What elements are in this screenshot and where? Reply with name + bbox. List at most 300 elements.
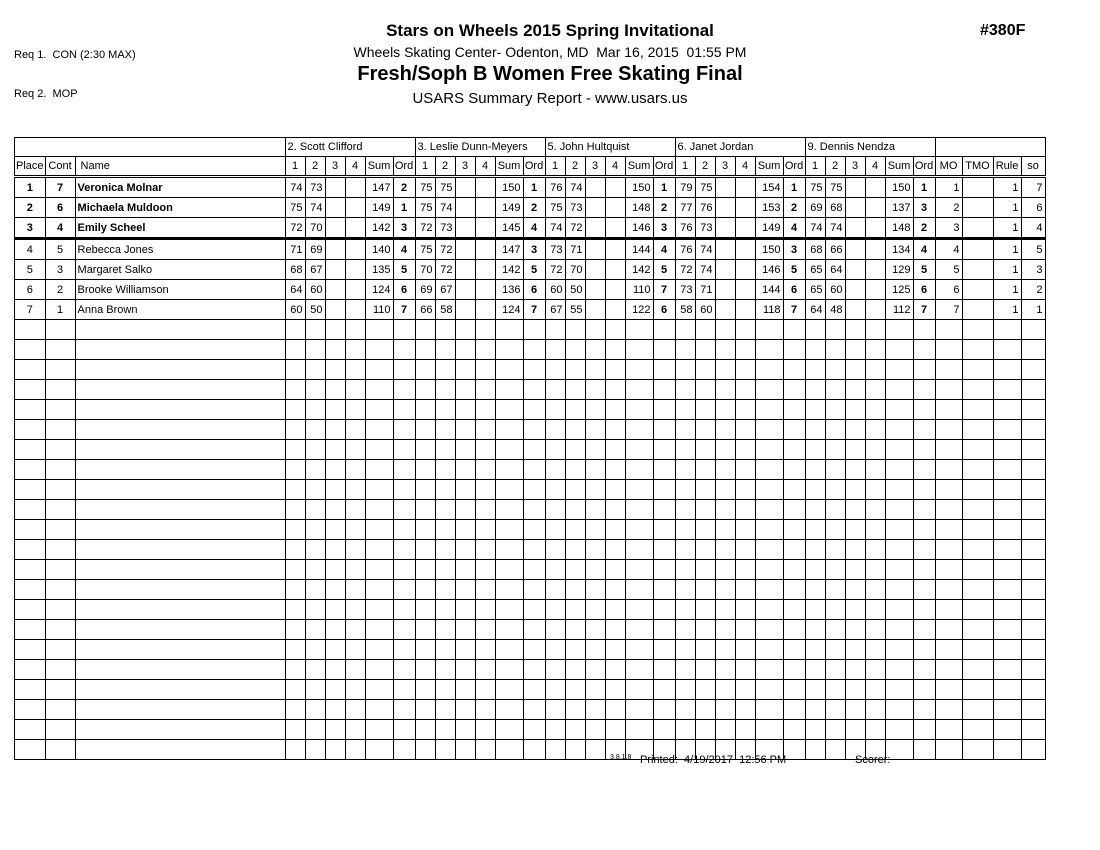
score-cell [285,740,305,760]
score-cell [735,680,755,700]
score-cell [605,680,625,700]
cont-cell [45,720,75,740]
col-header-judge4-2: 2 [695,157,715,177]
skater-name-cell [75,580,285,600]
rule-cell [993,720,1021,740]
score-cell [325,460,345,480]
score-cell [565,480,585,500]
score-cell [495,500,523,520]
score-cell [285,620,305,640]
score-cell [455,560,475,580]
score-cell [695,400,715,420]
skater-name-cell [75,740,285,760]
empty-row [15,600,1046,620]
col-header-judge1-sum: Sum [365,157,393,177]
score-cell [325,720,345,740]
tmo-cell [962,700,993,720]
score-cell [475,740,495,760]
col-header-judge5-4: 4 [865,157,885,177]
skater-name-cell: Veronica Molnar [75,177,285,198]
score-cell [455,360,475,380]
score-cell [715,600,735,620]
score-cell [455,740,475,760]
mo-cell: 5 [935,260,962,280]
mo-cell [935,520,962,540]
score-cell [885,720,913,740]
score-cell [605,640,625,660]
column-header-row [15,157,1046,177]
score-cell [415,560,435,580]
score-cell [325,239,345,260]
ordinal-cell: 6 [393,280,415,300]
ordinal-cell [653,320,675,340]
ordinal-cell [393,720,415,740]
ordinal-cell: 2 [913,218,935,239]
score-cell [585,560,605,580]
ordinal-cell [523,420,545,440]
score-cell [325,700,345,720]
ordinal-cell [783,660,805,680]
score-cell [585,380,605,400]
score-cell [605,260,625,280]
score-cell: 67 [305,260,325,280]
score-cell [545,400,565,420]
score-cell [565,580,585,600]
score-cell [885,660,913,680]
col-header-judge3-2: 2 [565,157,585,177]
ordinal-cell [653,500,675,520]
score-cell [565,460,585,480]
score-cell [695,380,715,400]
mo-cell [935,660,962,680]
score-cell [585,198,605,218]
sum-cell: 154 [755,177,783,198]
score-cell: 76 [675,239,695,260]
score-cell [475,680,495,700]
score-cell [845,260,865,280]
score-cell [585,280,605,300]
score-cell [545,340,565,360]
score-cell [455,218,475,239]
score-cell [845,720,865,740]
score-cell [585,218,605,239]
score-cell [545,460,565,480]
score-cell [805,700,825,720]
score-cell [825,400,845,420]
skater-name-cell: Brooke Williamson [75,280,285,300]
skater-name-cell [75,460,285,480]
score-cell [755,560,783,580]
score-cell [735,380,755,400]
ordinal-cell [653,380,675,400]
score-cell: 55 [565,300,585,320]
cont-cell [45,540,75,560]
score-cell [345,640,365,660]
score-cell [365,440,393,460]
cont-cell [45,560,75,580]
score-cell [285,440,305,460]
score-cell [345,460,365,480]
skater-name-cell: Emily Scheel [75,218,285,239]
score-cell [325,680,345,700]
skater-name-cell [75,680,285,700]
score-cell [805,680,825,700]
score-cell [565,560,585,580]
score-cell: 75 [545,198,565,218]
ordinal-cell [653,340,675,360]
score-cell [755,500,783,520]
rule-cell: 1 [993,177,1021,198]
ordinal-cell [913,380,935,400]
rule-cell [993,640,1021,660]
score-cell [735,239,755,260]
score-cell [345,440,365,460]
score-cell [605,340,625,360]
score-cell [305,560,325,580]
score-cell [865,400,885,420]
score-cell [345,360,365,380]
ordinal-cell: 1 [393,198,415,218]
sum-cell: 146 [625,218,653,239]
score-cell [435,720,455,740]
skater-name-cell [75,480,285,500]
score-cell [695,360,715,380]
score-cell [455,320,475,340]
ordinal-cell [523,600,545,620]
score-cell [325,280,345,300]
score-cell [475,239,495,260]
mo-cell [935,360,962,380]
score-cell [365,500,393,520]
ordinal-cell [653,440,675,460]
ordinal-cell [783,580,805,600]
ordinal-cell [783,560,805,580]
tmo-cell [962,218,993,239]
score-cell [825,620,845,640]
sum-cell: 134 [885,239,913,260]
score-cell [585,340,605,360]
score-cell [845,320,865,340]
empty-row [15,420,1046,440]
score-cell [885,600,913,620]
score-cell [735,700,755,720]
cont-cell [45,600,75,620]
score-cell [545,680,565,700]
score-cell [675,720,695,740]
tmo-cell [962,260,993,280]
score-cell: 73 [545,239,565,260]
ordinal-cell: 5 [393,260,415,280]
score-cell [415,740,435,760]
score-cell [735,218,755,239]
score-cell [475,520,495,540]
score-cell [475,480,495,500]
score-cell [805,420,825,440]
score-cell: 74 [305,198,325,218]
score-cell [325,320,345,340]
score-cell [715,560,735,580]
score-cell [865,540,885,560]
cont-cell: 6 [45,198,75,218]
score-cell [435,400,455,420]
so-cell [1021,360,1045,380]
score-cell [715,720,735,740]
sum-cell: 144 [625,239,653,260]
score-cell [885,440,913,460]
score-cell [825,680,845,700]
ordinal-cell [913,700,935,720]
skater-name-cell [75,620,285,640]
score-cell [565,440,585,460]
ordinal-cell [783,540,805,560]
score-cell [695,500,715,520]
score-cell [495,740,523,760]
score-cell [435,620,455,640]
score-cell [455,500,475,520]
score-cell [845,500,865,520]
so-cell [1021,740,1045,760]
ordinal-cell [653,640,675,660]
score-cell [695,720,715,740]
place-cell [15,360,46,380]
score-cell: 70 [415,260,435,280]
score-cell [865,480,885,500]
score-cell [735,420,755,440]
skater-name-cell: Rebecca Jones [75,239,285,260]
score-cell [715,300,735,320]
score-cell [695,520,715,540]
score-cell [455,440,475,460]
score-cell [675,360,695,380]
so-cell: 1 [1021,300,1045,320]
rule-cell [993,440,1021,460]
score-cell [585,500,605,520]
score-cell [715,620,735,640]
score-cell [695,440,715,460]
ordinal-cell [393,560,415,580]
score-cell [625,600,653,620]
score-cell [805,320,825,340]
score-cell [325,580,345,600]
score-cell [345,580,365,600]
place-cell [15,520,46,540]
score-cell [735,520,755,540]
so-cell: 6 [1021,198,1045,218]
col-header-judge3-sum: Sum [625,157,653,177]
score-cell [755,720,783,740]
score-cell [715,640,735,660]
score-cell [365,600,393,620]
mo-cell [935,320,962,340]
score-cell [305,540,325,560]
score-cell: 66 [825,239,845,260]
tmo-cell [962,720,993,740]
score-cell [545,480,565,500]
event-title: Fresh/Soph B Women Free Skating Final [357,63,743,85]
ordinal-cell: 3 [653,218,675,239]
ordinal-cell: 6 [913,280,935,300]
score-cell [735,260,755,280]
ordinal-cell [913,580,935,600]
score-cell [865,600,885,620]
score-cell [415,720,435,740]
score-cell [345,260,365,280]
score-cell [495,440,523,460]
judge-header: 5. John Hultquist [545,138,675,157]
score-cell [415,660,435,680]
score-cell [475,280,495,300]
sum-cell: 124 [495,300,523,320]
tmo-cell [962,440,993,460]
score-cell [305,480,325,500]
ordinal-cell [393,600,415,620]
score-cell [585,540,605,560]
tmo-cell [962,600,993,620]
score-cell: 68 [285,260,305,280]
score-cell [345,500,365,520]
score-cell [865,560,885,580]
score-cell [285,700,305,720]
place-cell: 5 [15,260,46,280]
mo-cell: 7 [935,300,962,320]
score-cell [885,480,913,500]
so-cell [1021,440,1045,460]
ordinal-cell [913,420,935,440]
cont-cell [45,440,75,460]
score-cell [845,620,865,640]
ordinal-cell [393,620,415,640]
score-cell [585,580,605,600]
score-cell [675,320,695,340]
col-header-judge4-1: 1 [675,157,695,177]
score-cell [285,500,305,520]
empty-row [15,720,1046,740]
rule-cell [993,480,1021,500]
place-cell [15,320,46,340]
score-cell [715,400,735,420]
sum-cell: 149 [495,198,523,218]
score-cell [475,600,495,620]
score-cell [455,480,475,500]
ordinal-cell [393,660,415,680]
score-cell: 73 [695,218,715,239]
score-cell [585,680,605,700]
score-cell [545,520,565,540]
score-cell [325,660,345,680]
score-cell [845,700,865,720]
score-cell: 60 [695,300,715,320]
score-cell [755,440,783,460]
rule-cell: 1 [993,260,1021,280]
ordinal-cell: 6 [783,280,805,300]
score-cell: 79 [675,177,695,198]
empty-row [15,700,1046,720]
rule-cell [993,620,1021,640]
score-cell: 74 [825,218,845,239]
score-cell [695,580,715,600]
score-cell [325,400,345,420]
score-cell [825,380,845,400]
score-cell [885,500,913,520]
mo-cell [935,480,962,500]
req-line-1: Req 1. CON (2:30 MAX) [14,49,136,61]
ordinal-cell [913,440,935,460]
ordinal-cell [393,680,415,700]
score-cell [475,380,495,400]
so-cell [1021,320,1045,340]
score-cell [695,420,715,440]
score-cell [605,540,625,560]
score-cell [675,380,695,400]
col-header-judge5-3: 3 [845,157,865,177]
score-cell [415,400,435,420]
score-cell [475,720,495,740]
score-cell [325,198,345,218]
mo-cell: 1 [935,177,962,198]
score-cell [805,360,825,380]
mo-cell [935,600,962,620]
ordinal-cell [393,360,415,380]
score-cell: 71 [565,239,585,260]
place-cell: 3 [15,218,46,239]
ordinal-cell [523,400,545,420]
score-cell [475,580,495,600]
empty-row [15,640,1046,660]
score-cell [455,420,475,440]
cont-cell [45,520,75,540]
score-cell [435,600,455,620]
score-cell [825,440,845,460]
score-cell [475,198,495,218]
cont-cell [45,320,75,340]
score-cell [455,580,475,600]
score-cell [285,400,305,420]
score-cell [715,260,735,280]
mo-cell [935,340,962,360]
ordinal-cell: 7 [653,280,675,300]
score-cell [675,680,695,700]
col-header-tmo: TMO [962,157,993,177]
cont-cell [45,400,75,420]
score-cell [415,620,435,640]
score-cell [495,480,523,500]
empty-row [15,320,1046,340]
tmo-cell [962,280,993,300]
ordinal-cell: 2 [783,198,805,218]
score-cell [605,420,625,440]
score-cell [365,680,393,700]
score-cell: 74 [695,239,715,260]
score-cell [495,360,523,380]
score-cell [865,680,885,700]
score-cell [695,540,715,560]
mo-cell [935,620,962,640]
score-cell [435,560,455,580]
score-cell [845,177,865,198]
ordinal-cell [653,600,675,620]
score-cell [805,600,825,620]
so-cell [1021,540,1045,560]
score-cell [435,540,455,560]
score-cell [605,700,625,720]
score-cell [625,660,653,680]
score-cell [625,560,653,580]
score-cell [605,720,625,740]
rule-cell [993,500,1021,520]
cont-cell: 7 [45,177,75,198]
score-cell [845,300,865,320]
score-cell [455,280,475,300]
